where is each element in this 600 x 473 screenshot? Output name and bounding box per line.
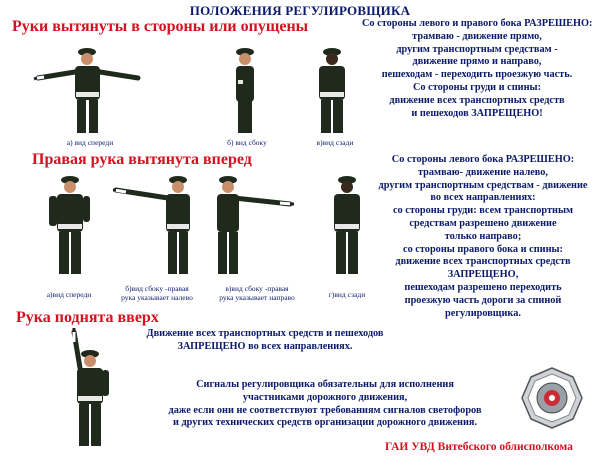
officer-arm-raised	[62, 328, 112, 448]
caption-1c: в)вид сзади	[316, 138, 354, 147]
officer-arms-sideways-front	[30, 40, 145, 135]
caption-2c: в)вид сбоку -правая рука указывает направо	[219, 284, 295, 302]
notice-text: Сигналы регулировщика обязательны для исполнения участниками дорожного движения, даже если они не соответствуют требованиям сигналов светофоров и других технических средств организации дорожного движения.	[168, 379, 482, 429]
section-3-heading: Рука поднята вверх	[16, 309, 159, 326]
footer-authority: ГАИ УВД Витебского облисполкома	[385, 441, 573, 453]
section-1-heading: Руки вытянуты в стороны или опущены	[12, 18, 309, 35]
officer-arm-forward-front	[45, 168, 95, 278]
gai-emblem-icon	[520, 366, 584, 430]
caption-2d: г)вид сзади	[328, 290, 366, 299]
officer-arm-forward-back	[325, 168, 369, 278]
caption-1a: а) вид спереди	[66, 138, 114, 147]
caption-2a: а)вид спереди	[46, 290, 92, 299]
page-title: ПОЛОЖЕНИЯ РЕГУЛИРОВЩИКА	[189, 3, 411, 18]
section-1-description: Со стороны левого и правого бока РАЗРЕШЕНО: трамваю - движение прямо, другим транспортным средствам - движение прямо и направо, пешеходам - переходить проезжую часть. Со стороны груди и спины: движение всех транспортных средств и пешеходов ЗАПРЕЩЕНО!	[362, 18, 593, 119]
officer-arms-down-back	[310, 40, 354, 135]
caption-2b: б)вид сбоку -правая рука указывает налево	[121, 284, 193, 302]
officer-arms-down-side	[225, 40, 265, 135]
officer-arm-forward-left	[112, 168, 197, 278]
officer-arm-forward-right	[210, 168, 295, 278]
section-2-heading: Правая рука вытянута вперед	[32, 151, 252, 168]
section-3-description: Движение всех транспортных средств и пешеходов ЗАПРЕЩЕНО во всех направлениях.	[146, 328, 384, 352]
caption-1b: б) вид сбоку	[227, 138, 267, 147]
section-2-description: Со стороны левого бока РАЗРЕШЕНО: трамваю- движение налево, другим транспортным средствам - движение во всех направлениях: со стороны груди: всем транспортным средствам разрешено движение только направо; со стороны правого бока и спины: движение всех транспортных средств ЗАПРЕЩЕНО, пешеходам разрешено переходить проезжую часть дороги за спиной регулировщика.	[378, 154, 588, 319]
